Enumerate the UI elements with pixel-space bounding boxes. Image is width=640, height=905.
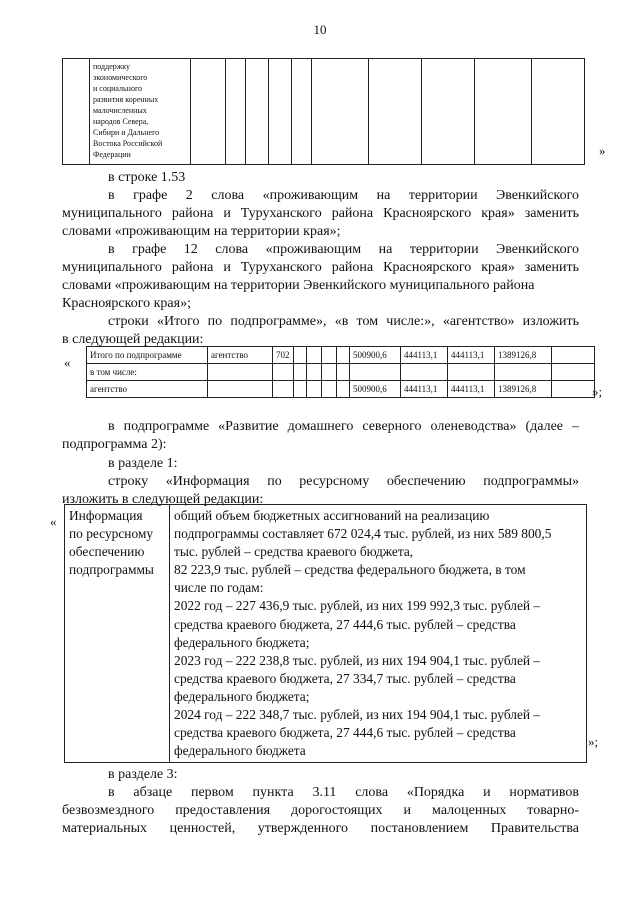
open-quote: « <box>64 355 71 370</box>
table-cell <box>322 381 337 398</box>
value-cell <box>495 364 552 381</box>
paragraph-line: подпрограмма 2): <box>62 437 167 452</box>
info-value-cell <box>170 505 587 763</box>
table-row <box>87 381 595 398</box>
row-name: Итого по подпрограмме <box>87 347 208 364</box>
table-cell <box>337 381 350 398</box>
row-name: агентство <box>87 381 208 398</box>
paragraph-line: в следующей редакции: <box>62 332 204 347</box>
value-line: 2022 год – 227 436,9 тыс. рублей, из них 199 992,3 тыс. рублей – <box>174 598 541 614</box>
itogo-table <box>86 346 595 398</box>
table-cell <box>312 59 369 165</box>
value-line: 2023 год – 222 238,8 тыс. рублей, из них 194 904,1 тыс. рублей – <box>174 652 541 668</box>
paragraph-line: Красноярского края»; <box>62 296 191 311</box>
table-cell <box>307 364 322 381</box>
info-label-cell <box>65 505 170 763</box>
value-line: федерального бюджета; <box>174 634 310 650</box>
table-row <box>65 505 587 763</box>
table-cell <box>369 59 422 165</box>
table-cell <box>294 381 307 398</box>
table-row <box>87 364 595 381</box>
code-cell <box>273 381 294 398</box>
value-line: общий объем бюджетных ассигнований на реализацию <box>174 508 490 523</box>
paragraph-line: в подпрограмме «Развитие домашнего северного оленеводства» (далее – <box>108 419 579 434</box>
value-line: подпрограммы составляет 672 024,4 тыс. рублей, из них 589 800,5 <box>174 526 552 542</box>
table-cell <box>191 59 226 165</box>
paragraph-line: строку «Информация по ресурсному обеспечению подпрограммы» <box>108 474 579 489</box>
value-cell: 444113,1 <box>448 347 495 364</box>
value-cell: 1389126,8 <box>495 381 552 398</box>
value-cell: 1389126,8 <box>495 347 552 364</box>
close-quote: »; <box>592 384 603 399</box>
paragraph-line: муниципального района и Туруханского района Красноярского края» заменить <box>62 206 579 221</box>
close-quote: »; <box>588 734 599 749</box>
paragraph-line: строки «Итого по подпрограмме», «в том числе:», «агентство» изложить <box>108 314 579 329</box>
value-cell <box>350 364 401 381</box>
desc-line: поддержку <box>93 62 131 71</box>
row-description-cell <box>90 59 191 165</box>
table-cell <box>532 59 585 165</box>
table-cell <box>337 364 350 381</box>
table-cell <box>226 59 246 165</box>
table-cell <box>322 347 337 364</box>
paragraph-line: в графе 12 слова «проживающим на территории Эвенкийского <box>108 242 579 257</box>
table-cell <box>307 347 322 364</box>
paragraph-line: словами «проживающим на территории Эвенкийского муниципального района <box>62 278 535 293</box>
paragraph-line: изложить в следующей редакции: <box>62 492 264 507</box>
agent-cell <box>208 381 273 398</box>
label-line: Информация <box>69 508 143 523</box>
table-row <box>87 347 595 364</box>
table-cell <box>422 59 475 165</box>
code-cell: 702 <box>273 347 294 364</box>
page-number: 10 <box>313 22 327 37</box>
closing-quote: » <box>599 143 606 158</box>
code-cell <box>273 364 294 381</box>
desc-line: Сибири и Дальнего <box>93 128 160 137</box>
table-cell <box>552 347 595 364</box>
table-cell <box>292 59 312 165</box>
table-cell <box>294 347 307 364</box>
agent-cell <box>208 364 273 381</box>
paragraph-line: в абзаце первом пункта 3.11 слова «Порядка и нормативов <box>108 785 579 800</box>
value-cell: 444113,1 <box>401 381 448 398</box>
desc-line: народов Севера, <box>93 117 149 126</box>
value-line: числе по годам: <box>174 580 264 596</box>
value-line: 82 223,9 тыс. рублей – средства федерального бюджета, в том <box>174 562 526 578</box>
table-cell <box>337 347 350 364</box>
paragraph-line: муниципального района и Туруханского района Красноярского края» заменить <box>62 260 579 275</box>
open-quote: « <box>50 514 57 529</box>
value-line: федерального бюджета; <box>174 688 310 704</box>
value-cell: 444113,1 <box>401 347 448 364</box>
paragraph-line: в графе 2 слова «проживающим на территории Эвенкийского <box>108 188 579 203</box>
value-line: средства краевого бюджета, 27 444,6 тыс. рублей – средства <box>174 616 516 632</box>
paragraph-line: безвозмездного предоставления дорогостоящих и малоценных товарно- <box>62 803 579 818</box>
top-table-fragment <box>62 58 585 165</box>
value-line: средства краевого бюджета, 27 334,7 тыс. рублей – средства <box>174 670 516 686</box>
table-cell <box>307 381 322 398</box>
desc-line: развития коренных <box>93 95 159 104</box>
row-name: в том числе: <box>87 364 208 381</box>
table-cell <box>552 381 595 398</box>
desc-line: экономического <box>93 73 148 82</box>
label-line: обеспечению <box>69 544 145 560</box>
table-cell <box>269 59 292 165</box>
desc-line: Федерации <box>93 150 131 159</box>
table-cell <box>552 364 595 381</box>
value-line: федерального бюджета <box>174 743 306 759</box>
value-cell: 444113,1 <box>448 381 495 398</box>
value-line: тыс. рублей – средства краевого бюджета, <box>174 544 414 560</box>
table-cell <box>294 364 307 381</box>
value-cell <box>401 364 448 381</box>
paragraph-line: в разделе 1: <box>108 456 178 471</box>
value-cell: 500900,6 <box>350 347 401 364</box>
table-cell <box>246 59 269 165</box>
label-line: подпрограммы <box>69 562 154 578</box>
table-cell <box>322 364 337 381</box>
paragraph-line: словами «проживающим на территории края»; <box>62 224 341 239</box>
paragraph-line: в разделе 3: <box>108 767 178 782</box>
paragraph-line: материальных ценностей, утвержденного постановлением Правительства <box>62 821 579 836</box>
table-cell <box>475 59 532 165</box>
desc-line: малочисленных <box>93 106 147 115</box>
desc-line: и социального <box>93 84 143 93</box>
value-line: средства краевого бюджета, 27 444,6 тыс. рублей – средства <box>174 725 516 741</box>
value-cell: 500900,6 <box>350 381 401 398</box>
label-line: по ресурсному <box>69 526 154 542</box>
resource-info-table <box>64 504 587 763</box>
value-cell <box>448 364 495 381</box>
paragraph-line: в строке 1.53 <box>108 170 186 185</box>
table-cell <box>63 59 90 165</box>
value-line: 2024 год – 222 348,7 тыс. рублей, из них 194 904,1 тыс. рублей – <box>174 707 541 723</box>
agent-cell: агентство <box>208 347 273 364</box>
desc-line: Востока Российской <box>93 139 163 148</box>
